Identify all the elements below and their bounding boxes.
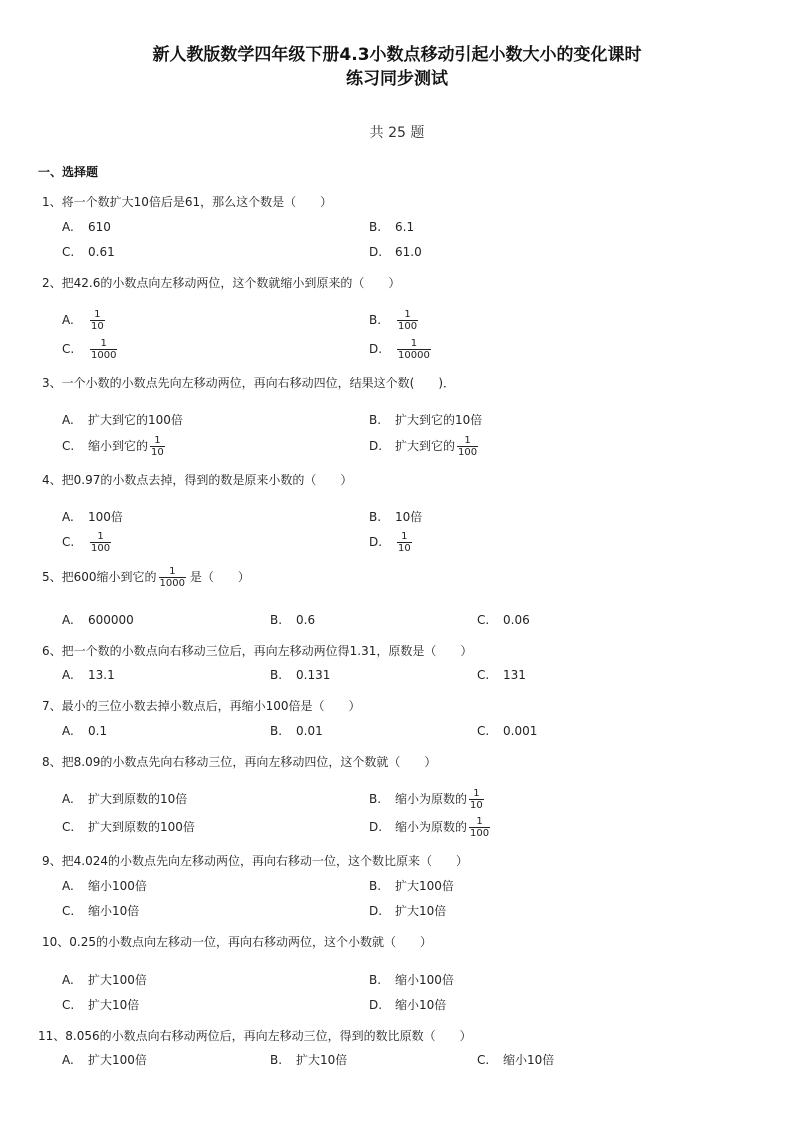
option-8c[interactable]: C. 扩大到原数的100倍 <box>62 820 195 834</box>
option-3c[interactable]: C. 缩小到它的 $\frac{1}{10}$ <box>62 435 164 458</box>
option-10c[interactable]: C. 扩大10倍 <box>62 998 140 1012</box>
option-7c[interactable]: C. 0.001 <box>477 724 538 738</box>
option-9d[interactable]: D. 扩大10倍 <box>369 904 447 918</box>
option-9c[interactable]: C. 缩小10倍 <box>62 904 140 918</box>
question-count: 共 25 题 <box>369 125 425 141</box>
option-2c[interactable]: C. $\frac{1}{1000}$ <box>62 338 117 361</box>
option-6b[interactable]: B. 0.131 <box>270 668 331 682</box>
section-heading: 一、选择题 <box>38 165 99 179</box>
option-3b[interactable]: B. 扩大到它的10倍 <box>369 413 483 427</box>
fraction: $\frac{1}{10}$ <box>398 531 411 554</box>
option-5c[interactable]: C. 0.06 <box>477 613 530 627</box>
option-2a[interactable]: A. $\frac{1}{10}$ <box>62 309 104 332</box>
fraction: $\frac{1}{10}$ <box>470 788 483 811</box>
option-1d[interactable]: D. 61.0 <box>369 245 422 259</box>
fraction: $\frac{1}{10}$ <box>151 435 164 458</box>
question-11: 11、8.056的小数点向右移动两位后，再向左移动三位，得到的数比原数（ ） <box>38 1029 472 1043</box>
fraction: $\frac{1}{100}$ <box>458 435 478 458</box>
option-8a[interactable]: A. 扩大到原数的10倍 <box>62 792 188 806</box>
option-6c[interactable]: C. 131 <box>477 668 526 682</box>
option-1a[interactable]: A. 610 <box>62 220 111 234</box>
question-1: 1、将一个数扩大10倍后是61，那么这个数是（ ） <box>42 195 333 209</box>
question-9: 9、把4.024的小数点先向左移动两位，再向右移动一位，这个数比原来（ ） <box>42 854 468 868</box>
fraction: $\frac{1}{1000}$ <box>159 566 185 589</box>
fraction: $\frac{1}{10000}$ <box>398 338 430 361</box>
option-9a[interactable]: A. 缩小100倍 <box>62 879 147 893</box>
option-5a[interactable]: A. 600000 <box>62 613 134 627</box>
option-5b[interactable]: B. 0.6 <box>270 613 316 627</box>
page-title: 新人教版数学四年级下册4.3小数点移动引起小数大小的变化课时 <box>152 45 642 65</box>
question-8: 8、把8.09的小数点先向右移动三位，再向左移动四位，这个数就（ ） <box>42 755 437 769</box>
option-7a[interactable]: A. 0.1 <box>62 724 108 738</box>
option-9b[interactable]: B. 扩大100倍 <box>369 879 454 893</box>
option-3a[interactable]: A. 扩大到它的100倍 <box>62 413 183 427</box>
option-2b[interactable]: B. $\frac{1}{100}$ <box>369 309 418 332</box>
option-6a[interactable]: A. 13.1 <box>62 668 115 682</box>
option-4c[interactable]: C. $\frac{1}{100}$ <box>62 531 111 554</box>
option-8d[interactable]: D. 缩小为原数的 $\frac{1}{100}$ <box>369 816 490 839</box>
option-11a[interactable]: A. 扩大100倍 <box>62 1053 147 1067</box>
question-10: 10、0.25的小数点向左移动一位，再向右移动两位，这个小数就（ ） <box>42 935 432 949</box>
question-3: 3、一个小数的小数点先向左移动两位，再向右移动四位，结果这个数( )． <box>42 376 456 390</box>
question-2: 2、把42.6的小数点向左移动两位，这个数就缩小到原来的（ ） <box>42 276 401 290</box>
option-11c[interactable]: C. 缩小10倍 <box>477 1053 555 1067</box>
option-3d[interactable]: D. 扩大到它的 $\frac{1}{100}$ <box>369 435 478 458</box>
option-10d[interactable]: D. 缩小10倍 <box>369 998 447 1012</box>
question-7: 7、最小的三位小数去掉小数点后，再缩小100倍是（ ） <box>42 699 361 713</box>
fraction: $\frac{1}{1000}$ <box>91 338 117 361</box>
option-10b[interactable]: B. 缩小100倍 <box>369 973 454 987</box>
fraction: $\frac{1}{100}$ <box>398 309 418 332</box>
question-4: 4、把0.97的小数点去掉，得到的数是原来小数的（ ） <box>42 473 353 487</box>
option-11b[interactable]: B. 扩大10倍 <box>270 1053 348 1067</box>
option-4b[interactable]: B. 10倍 <box>369 510 423 524</box>
option-4a[interactable]: A. 100倍 <box>62 510 123 524</box>
option-1b[interactable]: B. 6.1 <box>369 220 415 234</box>
question-6: 6、把一个数的小数点向右移动三位后，再向左移动两位得1.31，原数是（ ） <box>42 644 473 658</box>
option-7b[interactable]: B. 0.01 <box>270 724 323 738</box>
option-1c[interactable]: C. 0.61 <box>62 245 115 259</box>
page-subtitle: 练习同步测试 <box>346 69 448 89</box>
option-2d[interactable]: D. $\frac{1}{10000}$ <box>369 338 430 361</box>
fraction: $\frac{1}{100}$ <box>91 531 111 554</box>
question-5: 5、把600缩小到它的 $\frac{1}{1000}$ 是（ ） <box>42 566 250 589</box>
fraction: $\frac{1}{10}$ <box>91 309 104 332</box>
option-8b[interactable]: B. 缩小为原数的 $\frac{1}{10}$ <box>369 788 483 811</box>
option-10a[interactable]: A. 扩大100倍 <box>62 973 147 987</box>
option-4d[interactable]: D. $\frac{1}{10}$ <box>369 531 411 554</box>
fraction: $\frac{1}{100}$ <box>470 816 490 839</box>
